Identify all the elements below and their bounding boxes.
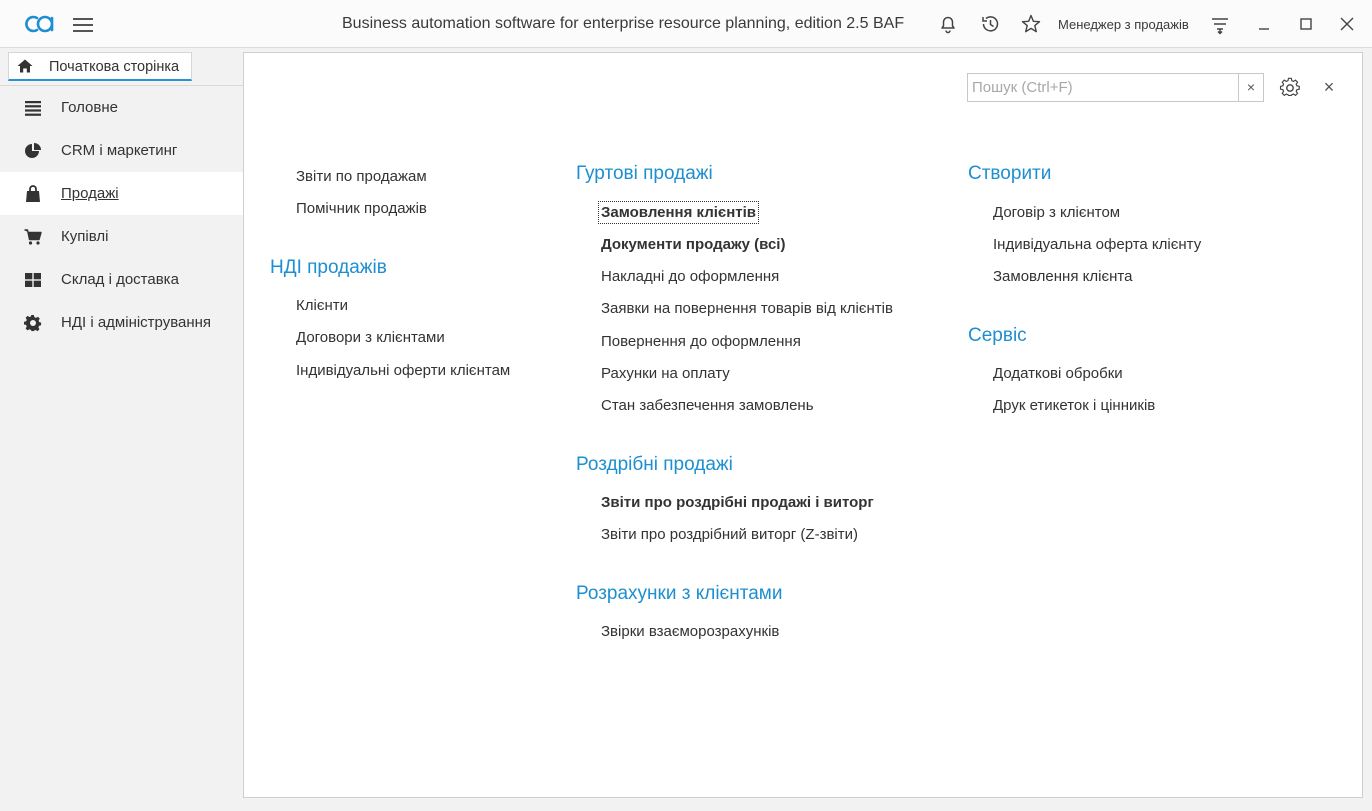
link-sales-reports[interactable]: Звіти по продажам bbox=[296, 168, 427, 185]
sidebar-item-main[interactable] bbox=[0, 86, 243, 129]
minimize-icon[interactable] bbox=[1254, 14, 1274, 34]
star-icon[interactable] bbox=[1020, 13, 1042, 35]
close-window-icon[interactable] bbox=[1337, 14, 1357, 34]
sales-section-panel bbox=[243, 52, 1363, 798]
link-sales-documents[interactable]: Документи продажу (всі) bbox=[601, 236, 786, 253]
link-create-contract[interactable]: Договір з клієнтом bbox=[993, 204, 1121, 221]
group-title-service: Сервіс bbox=[968, 325, 1027, 346]
link-payment-invoices[interactable]: Рахунки на оплату bbox=[601, 365, 730, 382]
link-label-printing[interactable]: Друк етикеток і цінників bbox=[993, 397, 1156, 414]
link-create-offer[interactable]: Індивідуальна оферта клієнту bbox=[993, 236, 1202, 253]
bell-icon[interactable] bbox=[937, 13, 959, 35]
link-additional-processing[interactable]: Додаткові обробки bbox=[993, 365, 1123, 382]
sidebar-item-admin[interactable] bbox=[0, 301, 243, 344]
link-sales-assistant[interactable]: Помічник продажів bbox=[296, 200, 427, 217]
shopping-bag-icon bbox=[24, 185, 42, 203]
link-retail-sales-reports[interactable]: Звіти про роздрібні продажі і виторг bbox=[601, 494, 874, 511]
sidebar-item-label: Головне bbox=[61, 99, 118, 116]
gear-icon bbox=[24, 314, 42, 332]
group-title-settlements: Розрахунки з клієнтами bbox=[576, 583, 783, 604]
search-box bbox=[967, 73, 1264, 102]
app-logo-icon[interactable] bbox=[22, 12, 60, 36]
search-input[interactable] bbox=[968, 74, 1240, 101]
sidebar-item-purchases[interactable] bbox=[0, 215, 243, 258]
maximize-icon[interactable] bbox=[1296, 14, 1316, 34]
link-z-reports[interactable]: Звіти про роздрібний виторг (Z-звіти) bbox=[601, 526, 858, 543]
current-user-label[interactable]: Менеджер з продажів bbox=[1058, 17, 1189, 32]
link-reconciliations[interactable]: Звірки взаєморозрахунків bbox=[601, 623, 780, 640]
group-title-wholesale: Гуртові продажі bbox=[576, 163, 713, 184]
link-invoices-to-process[interactable]: Накладні до оформлення bbox=[601, 268, 780, 285]
panel-settings-icon[interactable] bbox=[1279, 77, 1301, 99]
link-return-requests[interactable]: Заявки на повернення товарів від клієнтів bbox=[601, 300, 893, 317]
link-client-offers[interactable]: Індивідуальні оферти клієнтам bbox=[296, 362, 511, 379]
link-order-provision-status[interactable]: Стан забезпечення замовлень bbox=[601, 397, 814, 414]
right-gutter bbox=[1363, 48, 1372, 811]
cart-icon bbox=[24, 228, 42, 246]
search-clear-button[interactable]: × bbox=[1238, 74, 1263, 101]
sidebar-item-label: Склад і доставка bbox=[61, 271, 179, 288]
sidebar bbox=[0, 86, 243, 811]
sidebar-item-label: Продажі bbox=[61, 185, 119, 202]
app-title: Business automation software for enterprise resource planning, edition 2.5 BAF bbox=[342, 15, 905, 32]
list-icon bbox=[24, 99, 42, 117]
group-title-retail: Роздрібні продажі bbox=[576, 454, 733, 475]
sidebar-item-sales[interactable] bbox=[0, 172, 243, 215]
link-client-contracts[interactable]: Договори з клієнтами bbox=[296, 329, 445, 346]
tab-home[interactable] bbox=[8, 52, 192, 81]
tab-home-label: Початкова сторінка bbox=[49, 59, 180, 75]
sidebar-item-crm[interactable] bbox=[0, 129, 243, 172]
home-icon bbox=[17, 59, 33, 73]
group-title-create: Створити bbox=[968, 163, 1052, 184]
sidebar-item-label: НДІ і адміністрування bbox=[61, 314, 212, 331]
warehouse-grid-icon bbox=[24, 271, 42, 289]
settings-menu-icon[interactable] bbox=[1209, 13, 1231, 35]
link-returns-to-process[interactable]: Повернення до оформлення bbox=[601, 333, 801, 350]
main-menu-icon[interactable] bbox=[73, 15, 93, 33]
link-customer-orders[interactable]: Замовлення клієнтів bbox=[601, 204, 757, 221]
link-clients[interactable]: Клієнти bbox=[296, 297, 349, 314]
sidebar-item-warehouse[interactable] bbox=[0, 258, 243, 301]
sidebar-item-label: CRM і маркетинг bbox=[61, 142, 178, 159]
bottom-gutter bbox=[243, 798, 1372, 811]
title-bar bbox=[0, 0, 1372, 48]
pie-chart-icon bbox=[24, 142, 42, 160]
home-tab-bar bbox=[0, 48, 243, 86]
panel-close-button[interactable]: × bbox=[1323, 77, 1335, 97]
group-title-sales-reference: НДІ продажів bbox=[270, 257, 387, 278]
history-icon[interactable] bbox=[979, 13, 1001, 35]
sidebar-item-label: Купівлі bbox=[61, 228, 109, 245]
link-create-order[interactable]: Замовлення клієнта bbox=[993, 268, 1133, 285]
